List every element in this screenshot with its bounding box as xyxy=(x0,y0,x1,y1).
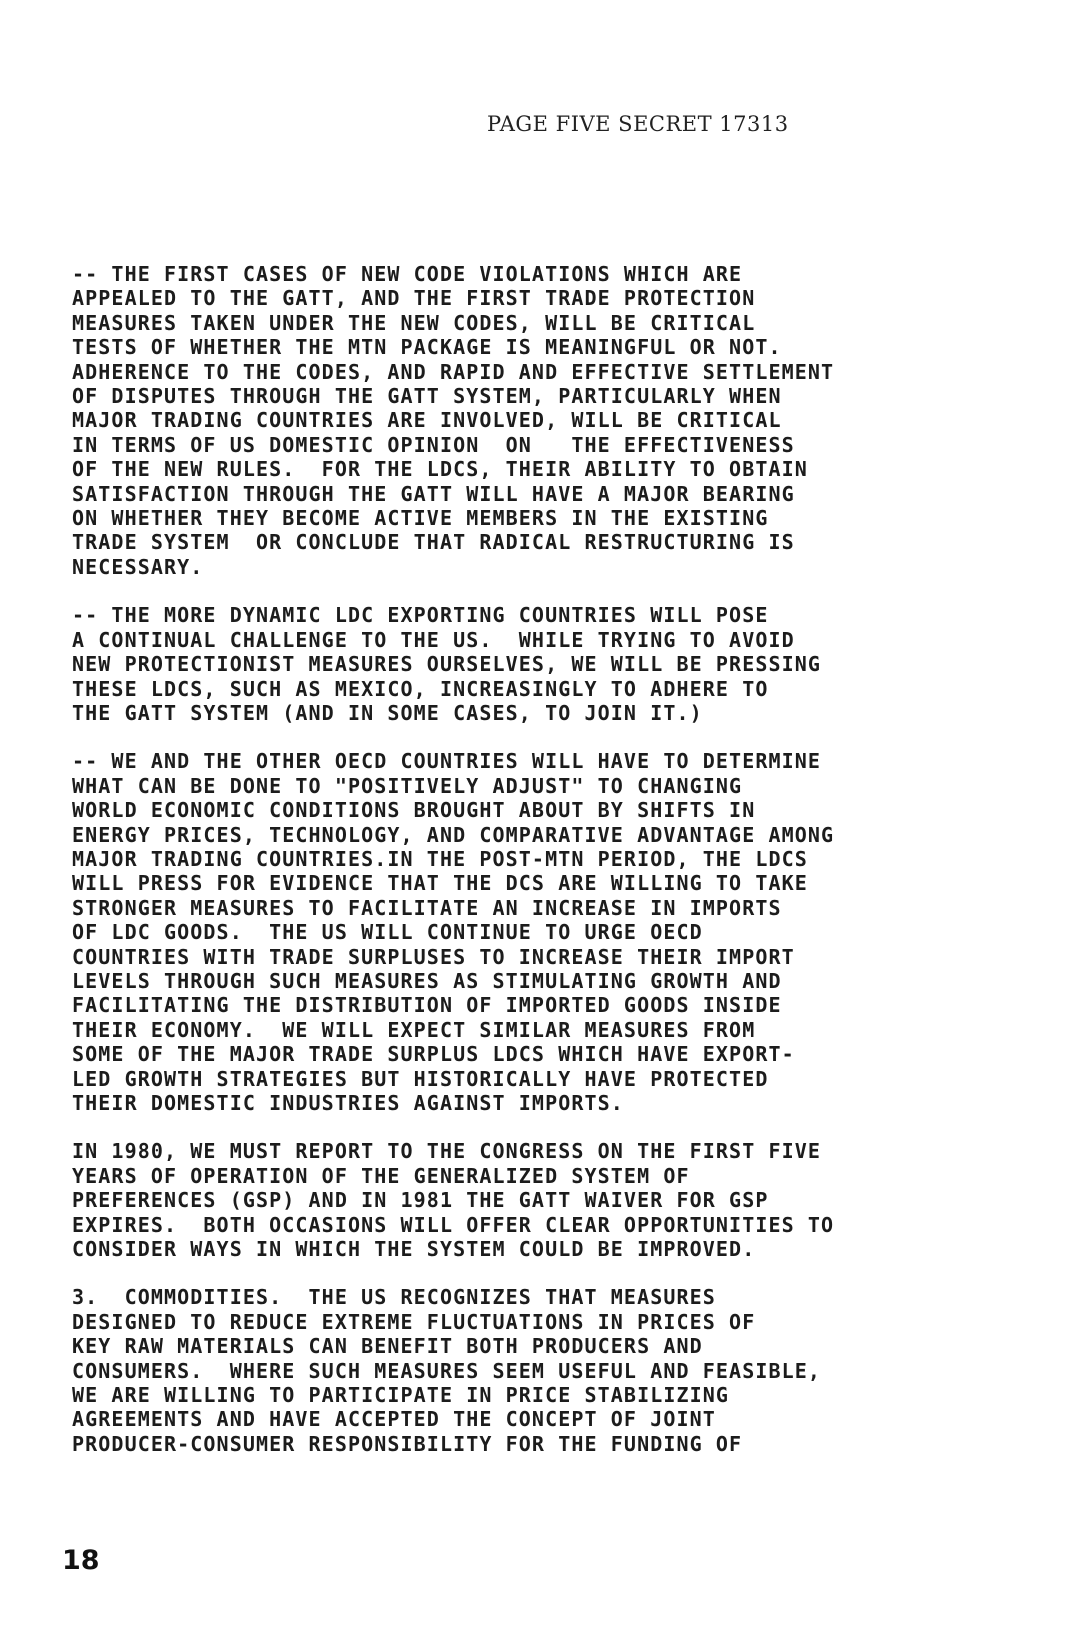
text-line: OF LDC GOODS. THE US WILL CONTINUE TO URGE OECD xyxy=(72,920,703,945)
text-line: LED GROWTH STRATEGIES BUT HISTORICALLY HAVE PROTECTED xyxy=(72,1066,769,1091)
text-line: -- THE MORE DYNAMIC LDC EXPORTING COUNTRIES WILL POSE xyxy=(72,603,769,628)
text-line: STRONGER MEASURES TO FACILITATE AN INCREASE IN IMPORTS xyxy=(72,895,782,920)
document-body xyxy=(72,262,932,1480)
text-line: TRADE SYSTEM OR CONCLUDE THAT RADICAL RESTRUCTURING IS xyxy=(72,530,795,555)
text-line: TESTS OF WHETHER THE MTN PACKAGE IS MEANINGFUL OR NOT. xyxy=(72,335,782,360)
text-line: FACILITATING THE DISTRIBUTION OF IMPORTED GOODS INSIDE xyxy=(72,993,782,1018)
text-line: MAJOR TRADING COUNTRIES.IN THE POST-MTN PERIOD, THE LDCS xyxy=(72,846,808,871)
text-line: DESIGNED TO REDUCE EXTREME FLUCTUATIONS IN PRICES OF xyxy=(72,1309,756,1334)
text-line: CONSIDER WAYS IN WHICH THE SYSTEM COULD BE IMPROVED. xyxy=(72,1237,756,1262)
text-line: LEVELS THROUGH SUCH MEASURES AS STIMULATING GROWTH AND xyxy=(72,968,782,993)
paragraph-2 xyxy=(72,603,932,725)
text-line: CONSUMERS. WHERE SUCH MEASURES SEEM USEFUL AND FEASIBLE, xyxy=(72,1358,822,1383)
text-line: SATISFACTION THROUGH THE GATT WILL HAVE A MAJOR BEARING xyxy=(72,481,795,506)
text-line: THESE LDCS, SUCH AS MEXICO, INCREASINGLY TO ADHERE TO xyxy=(72,676,769,701)
paragraph-3 xyxy=(72,749,932,1115)
page-number: 18 xyxy=(62,1545,100,1576)
text-line: OF DISPUTES THROUGH THE GATT SYSTEM, PARTICULARLY WHEN xyxy=(72,384,782,409)
text-line: KEY RAW MATERIALS CAN BENEFIT BOTH PRODUCERS AND xyxy=(72,1334,703,1359)
text-line: MEASURES TAKEN UNDER THE NEW CODES, WILL BE CRITICAL xyxy=(72,310,756,335)
text-line: NEW PROTECTIONIST MEASURES OURSELVES, WE WILL BE PRESSING xyxy=(72,652,822,677)
text-line: APPEALED TO THE GATT, AND THE FIRST TRADE PROTECTION xyxy=(72,286,756,311)
text-line: 3. COMMODITIES. THE US RECOGNIZES THAT MEASURES xyxy=(72,1285,716,1310)
page-header: PAGE FIVE SECRET 17313 xyxy=(487,112,789,136)
text-line: THEIR ECONOMY. WE WILL EXPECT SIMILAR MEASURES FROM xyxy=(72,1017,756,1042)
text-line: WHAT CAN BE DONE TO "POSITIVELY ADJUST" TO CHANGING xyxy=(72,773,743,798)
text-line: -- THE FIRST CASES OF NEW CODE VIOLATIONS WHICH ARE xyxy=(72,262,743,286)
text-line: YEARS OF OPERATION OF THE GENERALIZED SYSTEM OF xyxy=(72,1163,690,1188)
text-line: THE GATT SYSTEM (AND IN SOME CASES, TO JOIN IT.) xyxy=(72,700,703,725)
text-line: COUNTRIES WITH TRADE SURPLUSES TO INCREASE THEIR IMPORT xyxy=(72,944,795,969)
text-line: IN TERMS OF US DOMESTIC OPINION ON THE EFFECTIVENESS xyxy=(72,432,795,457)
text-line: WORLD ECONOMIC CONDITIONS BROUGHT ABOUT BY SHIFTS IN xyxy=(72,798,756,823)
text-line: AGREEMENTS AND HAVE ACCEPTED THE CONCEPT OF JOINT xyxy=(72,1407,716,1432)
text-line: A CONTINUAL CHALLENGE TO THE US. WHILE TRYING TO AVOID xyxy=(72,627,795,652)
text-line: IN 1980, WE MUST REPORT TO THE CONGRESS ON THE FIRST FIVE xyxy=(72,1139,822,1164)
text-line: SOME OF THE MAJOR TRADE SURPLUS LDCS WHICH HAVE EXPORT- xyxy=(72,1042,795,1067)
text-line: PRODUCER-CONSUMER RESPONSIBILITY FOR THE FUNDING OF xyxy=(72,1431,743,1456)
text-line: WILL PRESS FOR EVIDENCE THAT THE DCS ARE WILLING TO TAKE xyxy=(72,871,808,896)
text-line: THEIR DOMESTIC INDUSTRIES AGAINST IMPORTS. xyxy=(72,1091,624,1115)
text-line: PREFERENCES (GSP) AND IN 1981 THE GATT WAIVER FOR GSP xyxy=(72,1188,769,1213)
text-line: MAJOR TRADING COUNTRIES ARE INVOLVED, WILL BE CRITICAL xyxy=(72,408,782,433)
text-line: ENERGY PRICES, TECHNOLOGY, AND COMPARATIVE ADVANTAGE AMONG xyxy=(72,822,835,847)
text-line: EXPIRES. BOTH OCCASIONS WILL OFFER CLEAR OPPORTUNITIES TO xyxy=(72,1212,835,1237)
text-line: -- WE AND THE OTHER OECD COUNTRIES WILL HAVE TO DETERMINE xyxy=(72,749,822,774)
text-line: NECESSARY. xyxy=(72,554,204,579)
text-line: ADHERENCE TO THE CODES, AND RAPID AND EFFECTIVE SETTLEMENT xyxy=(72,359,835,384)
paragraph-1 xyxy=(72,262,932,579)
text-line: OF THE NEW RULES. FOR THE LDCS, THEIR ABILITY TO OBTAIN xyxy=(72,457,808,482)
text-line: WE ARE WILLING TO PARTICIPATE IN PRICE STABILIZING xyxy=(72,1383,730,1408)
paragraph-4 xyxy=(72,1139,932,1261)
paragraph-5 xyxy=(72,1285,932,1456)
text-line: ON WHETHER THEY BECOME ACTIVE MEMBERS IN THE EXISTING xyxy=(72,506,769,531)
